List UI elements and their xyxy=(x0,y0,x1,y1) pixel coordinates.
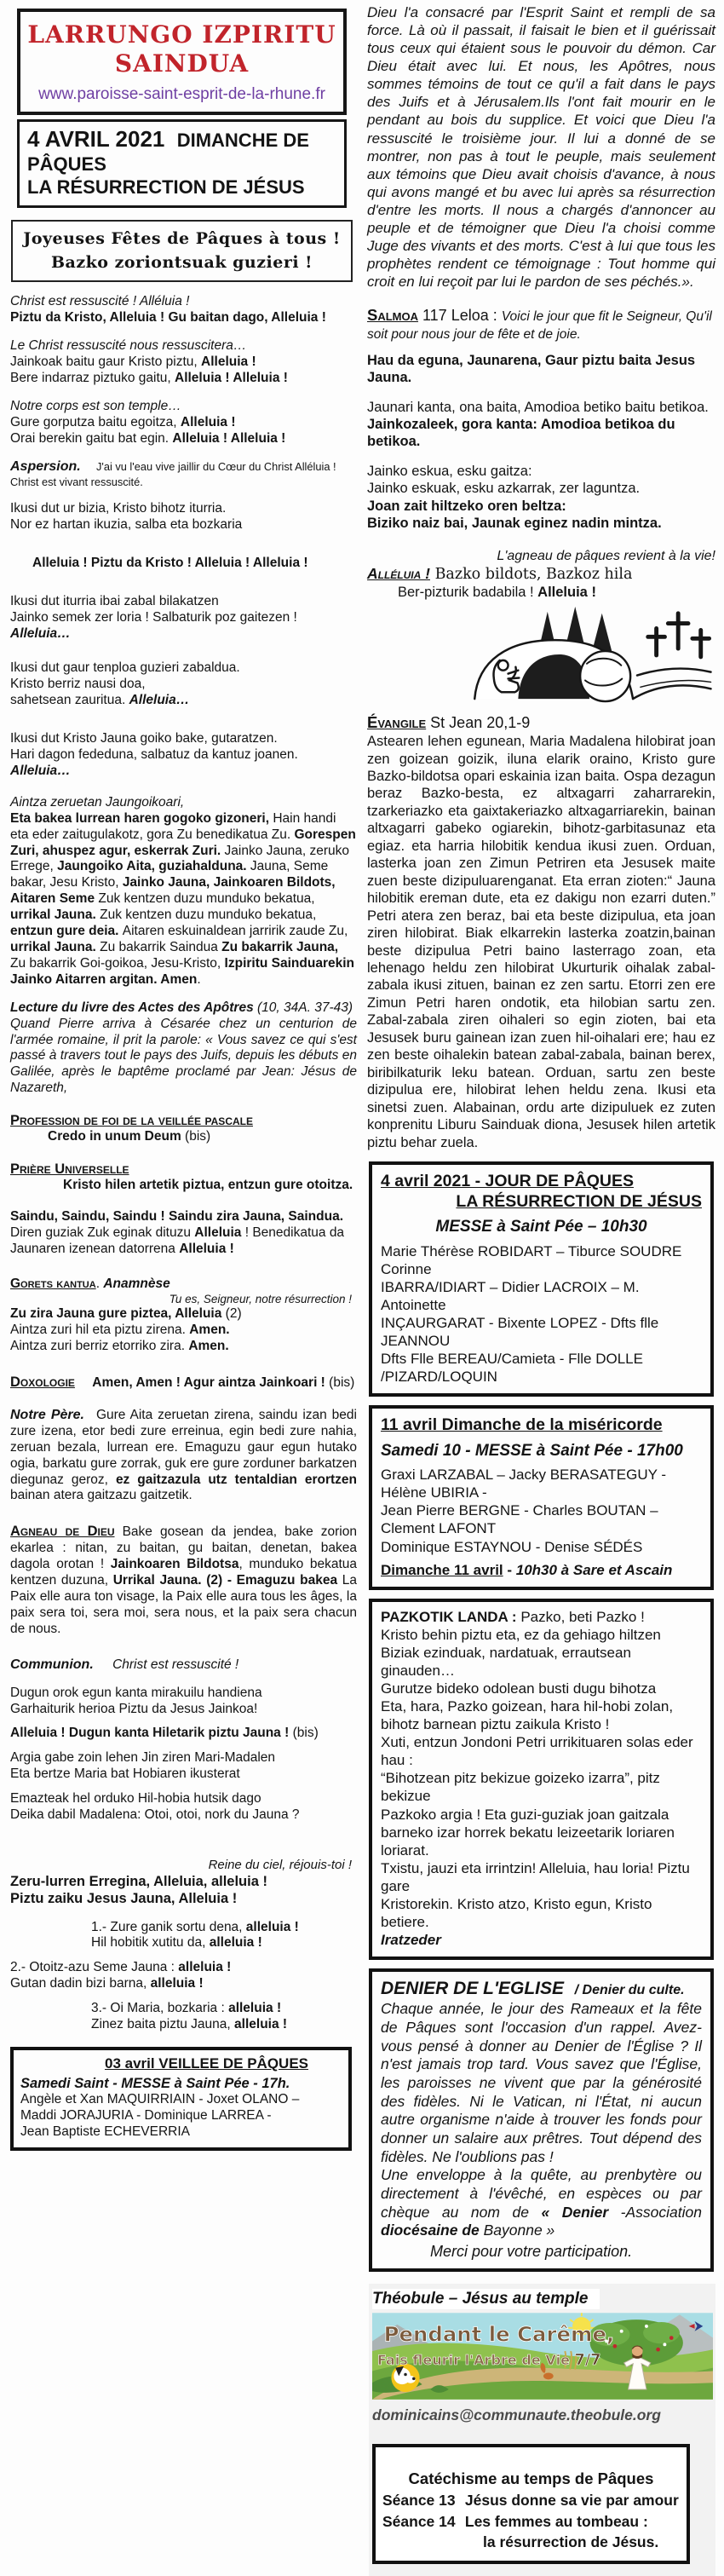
refrain-line: Alleluia ! Piztu da Kristo ! Alleluia ! Alleluia ! xyxy=(32,555,308,570)
stanza-line: Nor ez hartan ikuzia, salba eta bozkaria xyxy=(10,516,243,532)
stanza-line: Ikusi dut Kristo Jauna goiko bake, gutaratzen. xyxy=(10,731,278,746)
catechisme-box xyxy=(372,2444,690,2564)
doxologie-line: Amen, Amen ! Agur aintza Jainkoari ! (bis) xyxy=(92,1375,355,1391)
banner-subtitle-text xyxy=(377,2352,601,2369)
section-anamnese xyxy=(10,1276,357,1355)
stanza-line: Hari dagon fededuna, salbatuz da kantuz joanen. Alleluia… xyxy=(10,747,298,778)
pazkotik-title: PAZKOTIK LANDA : Pazko, beti Pazko ! xyxy=(381,1608,645,1625)
name-line: Dominique ESTAYNOU - Denise SÉDÉS xyxy=(381,1538,643,1555)
communion-verse: Dugun orok egun kanta mirakuilu handiena xyxy=(10,1685,262,1700)
greeting-fr: Joyeuses Fêtes de Pâques à tous ! xyxy=(23,228,341,248)
pazkotik-line: bihotz barnean piztu zaikula Kristo ! xyxy=(381,1716,610,1733)
stanza-line: Kristo berriz nausi doa, xyxy=(10,677,146,692)
banner-subtitle-main: Fais fleurir l'Arbre de Vie xyxy=(376,2351,575,2368)
communion-refrain: Alleluia ! Dugun kanta Hiletarik piztu Jauna ! (bis) xyxy=(10,1726,319,1741)
stanza-ikusi1 xyxy=(10,501,357,533)
stanza-temple xyxy=(10,399,357,447)
stanza-ikusi2 xyxy=(10,594,357,643)
communion-verse: Garhaiturik herioa Piztu da Jesus Jainkoa! xyxy=(10,1701,258,1716)
date-line xyxy=(27,126,336,176)
salmoa-verse: Jaunari kanta, ona baita, Amodioa betiko baitu betikoa. xyxy=(367,399,709,415)
stanza-ikusi3 xyxy=(10,660,357,709)
anamnese-line: Zu zira Jauna gure piztea, Alleluia (2) xyxy=(10,1306,242,1322)
section-profession xyxy=(10,1112,357,1145)
paques-box-title: 4 avril 2021 - JOUR DE PÂQUES xyxy=(381,1171,634,1190)
section-aspersion xyxy=(10,458,357,489)
section-priere xyxy=(10,1161,357,1194)
section-doxologie xyxy=(10,1374,357,1392)
veillee-subtitle: Samedi Saint - MESSE à Saint Pée - 17h. xyxy=(20,2075,290,2091)
stanza-christ xyxy=(10,294,357,326)
pater-label: Notre Père. xyxy=(10,1407,84,1422)
aspersion-label: Aspersion. xyxy=(10,459,81,475)
veillee-names: Jean Baptiste ECHEVERRIA xyxy=(20,2124,191,2139)
stanza-ikusi4 xyxy=(10,731,357,780)
empty-tomb-illustration xyxy=(460,603,715,708)
pazkotik-author: Iratzeder xyxy=(381,1932,441,1949)
date-value: 4 AVRIL 2021 xyxy=(27,126,165,153)
communion-label: Communion. xyxy=(10,1657,94,1672)
denier-box xyxy=(369,1968,714,2272)
anamnese-line: Aintza zuri berriz etorriko zira. Amen. xyxy=(10,1339,229,1354)
evangile-heading xyxy=(367,713,715,733)
catechisme-seance14-cont: la résurrection de Jésus. xyxy=(483,2533,659,2551)
stanza-line: Piztu da Kristo, Alleluia ! Gu baitan dago, Alleluia ! xyxy=(10,310,326,326)
empty-tomb-svg xyxy=(460,603,714,704)
pazkotik-line: Biziak ezinduak, nardatuak, errautsean ginauden… xyxy=(381,1644,631,1679)
misericorde-names xyxy=(381,1466,702,1555)
salmoa-verse: Jainko eskua, esku gaitza: xyxy=(367,463,532,479)
communion-verse: Emazteak hel orduko Hil-hobia hutsik dago xyxy=(10,1791,261,1807)
date-box xyxy=(17,119,347,207)
theobule-title: Théobule – Jésus au temple xyxy=(372,2289,600,2309)
alleluia-note: L'agneau de pâques revient à la vie! xyxy=(497,548,715,563)
theobule-section xyxy=(369,2284,715,2576)
catechisme-title: Catéchisme au temps de Pâques xyxy=(408,2469,654,2488)
profession-title: Profession de foi de la veillée pascale xyxy=(10,1113,253,1129)
communion-verse: Argia gabe zoin lehen Jin ziren Mari-Madalen xyxy=(10,1750,276,1766)
name-line: IBARRA/IDIART – Didier LACROIX – M. Antoinette xyxy=(381,1279,640,1314)
greeting-eu: Bazko zoriontsuak guzieri ! xyxy=(50,253,313,273)
name-line: Marie Thérèse ROBIDART – Tiburce SOUDRE Corinne xyxy=(381,1242,682,1277)
regina-verse: Hil hobitik xutitu da, alleluia ! xyxy=(91,1935,262,1951)
denier-heading xyxy=(381,1978,702,2000)
evangile-body: Astearen lehen egunean, Maria Madalena hilobirat joan zen goizean goizik, iluna elarik oraino, Kristo gure Bazko-bildotsa opari eskainia izan baita. Ospa dezagun beraz Bazko-besta, ez altxagarri zaharrarekin, tzarkeriazko eta gaixtakeriazko altxagarriarekin, bainan altxagarri gabeko ogiarekin, bihotz-garbitasunaz eta egiaz. eta harria hilobitik kendua ikusi zuen. Orduan, lasterka joan zen Zimun Petriren eta Jesusek maite zuen beste dizipuluarenganat. Eta erran zioten:“ Jauna hilobitik ereman dute, eta ez dakigu non ezarri duten.” Petri atera zen beraz, bai eta beste dizipulua, eta joan ziren hilobirat. Biak elkarrekin lasterka zoatzin,bainan beste dizipulua Petri baino lasterrago zoan, eta lehenago heldu zen hilobirat Ukurturik oihalak zabal-zabala ikusi zituen, bainan ez zen sartu. Etorri zen ere Zimun Petri haren ondotik, eta hilobian sartu zen. Zabal-zabala ziren oihaleri so egin zioten, bai eta Jesusek buru gainean izan zuen hil-oihalari ere; hau ez zen beste oihalekin batean zabal-zabala, bainan berex, biribilkaturik leku batean. Orduan, sartu zen beste dizipulua ere, hilobirat lehen heldu zena. Ikusi eta sinetsi zuen. Alabainan, ordu arte dizipuluek ez zuten konprenitu Liburu Sainduak diona, Jesusek hilen artetik piztu behar zuela. xyxy=(367,734,715,1150)
salmoa-verse: Joan zait hiltzeko oren beltza: xyxy=(367,498,566,514)
veillee-names: Angèle et Xan MAQUIRRIAIN - Joxet OLANO – xyxy=(20,2091,300,2106)
lecture-title: Lecture du livre des Actes des Apôtres (10, 34A. 37-43) xyxy=(10,1000,353,1015)
misericorde-box xyxy=(369,1405,714,1589)
priere-title: Prière Universelle xyxy=(10,1161,129,1178)
section-agnus xyxy=(10,1523,357,1637)
section-pater xyxy=(10,1407,357,1504)
aspersion-line xyxy=(10,458,357,475)
name-line: INÇAURGARAT - Bixente LOPEZ - Dfts flle JEANNOU xyxy=(381,1315,659,1350)
pazkotik-line: barneko izar horrek bekatu leizeetarik loriaren loriarat. xyxy=(381,1824,675,1859)
regina-refrain: Zeru-lurren Erregina, Alleluia, alleluia ! xyxy=(10,1874,267,1890)
denier-title: DENIER DE L'EGLISE xyxy=(381,1979,565,1999)
stanza-line: Ikusi dut gaur tenploa guzieri zabaldua. xyxy=(10,660,240,676)
communion-heading xyxy=(10,1657,357,1674)
seance13-text: Jésus donne sa vie par amour xyxy=(464,2492,679,2510)
veillee-paques-box xyxy=(10,2047,352,2151)
communion-verse: Eta bertze Maria bat Hobiaren ikusterat xyxy=(10,1766,240,1782)
date-feast: DIMANCHE DE PÂQUES xyxy=(27,130,309,176)
evangile-ref: St Jean 20,1-9 xyxy=(426,714,531,732)
stanza-line: Bere indarraz piztuko gaitu, Alleluia ! Alleluia ! xyxy=(10,370,288,385)
regina-verse: Zinez baita piztu Jauna, alleluia ! xyxy=(91,2017,288,2032)
banner-badge-7-7: 7/7 xyxy=(574,2351,601,2369)
communion-verse: Deika dabil Madalena: Otoi, otoi, nork du Jauna ? xyxy=(10,1807,300,1823)
salmoa-verse: Jainko eskuak, esku azkarrak, zer laguntza. xyxy=(367,481,641,497)
regina-refrain: Piztu zaiku Jesus Jauna, Alleluia ! xyxy=(10,1891,238,1907)
catechisme-seance13 xyxy=(382,2492,680,2510)
stanza-line: Ikusi dut iturria ibai zabal bilakatzen xyxy=(10,593,219,608)
section-evangile xyxy=(367,713,715,1151)
seance14-label: Séance 14 xyxy=(382,2512,456,2530)
stanza-line: Le Christ ressuscité nous ressuscitera… xyxy=(10,338,247,354)
pazkotik-line: Txistu, jauzi eta irrintzin! Alleluia, hau loria! Piztu gare xyxy=(381,1859,690,1894)
stanza-line: Jainkoak baitu gaur Kristo piztu, Alleluia ! xyxy=(10,354,256,369)
banner-title-text: Pendant le Carême, xyxy=(383,2321,615,2347)
paques-messe-box xyxy=(369,1161,714,1397)
salmoa-ref: 117 Leloa : xyxy=(418,307,502,325)
section-communion xyxy=(10,1657,357,1824)
theobule-email: dominicains@communaute.theobule.org xyxy=(372,2406,661,2424)
section-salmoa xyxy=(367,306,715,532)
anamnese-title: Gorets kantua. Anamnèse xyxy=(10,1276,170,1291)
paques-box-names xyxy=(381,1242,702,1386)
misericorde-footer: Dimanche 11 avril - 10h30 à Sare et Ascain xyxy=(381,1561,673,1578)
stanza-line: Gure gorputza baitu egoitza, Alleluia ! xyxy=(10,414,236,429)
pazkotik-line: Xuti, entzun Jondoni Petri urrikituaren solas eder hau : xyxy=(381,1734,693,1769)
theobule-banner-svg xyxy=(372,2313,713,2400)
gloria-intro: Aintza zeruetan Jaungoikoari, xyxy=(10,794,185,810)
anamnese-line: Aintza zuri hil eta piztu zirena. Amen. xyxy=(10,1323,230,1338)
stanza-line: Jainko semek zer loria ! Salbaturik poz gaitezen ! Alleluia… xyxy=(10,609,297,641)
salmoa-verse: Jainkozaleek, gora kanta: Amodioa betikoa du betikoa. xyxy=(367,417,675,450)
denier-merci: Merci pour votre participation. xyxy=(430,2243,633,2261)
alleluia-line: Ber-pizturik badabila ! Alleluia ! xyxy=(398,585,596,601)
pazkotik-line: Kristorekin. Kristo atzo, Kristo egun, Kristo betiere. xyxy=(381,1895,652,1930)
stanza-line: Ikusi dut ur bizia, Kristo bihotz iturria. xyxy=(10,500,227,516)
section-sanctus: Saindu, Saindu, Saindu ! Saindu zira Jauna, Saindua. Diren guziak Zuk eginak dituzu Alleluia ! Benedikatua da Jaunaren izenean datorrena Alleluia ! xyxy=(10,1209,345,1257)
anamnese-note: Tu es, Seigneur, notre résurrection ! xyxy=(169,1292,352,1305)
section-alleluia xyxy=(367,548,715,602)
denier-title2: / Denier du culte. xyxy=(574,1983,685,1998)
aspersion-text2: Christ est vivant ressuscité. xyxy=(10,475,143,489)
pazkotik-line: “Bihotzean pitz bekizue goizeko izarra”, pitz bekizue xyxy=(381,1770,660,1805)
right-column xyxy=(362,0,724,2576)
name-line: Jean Pierre BERGNE - Charles BOUTAN – Clement LAFONT xyxy=(381,1502,658,1537)
salmoa-heading xyxy=(367,306,715,343)
theobule-banner-illustration xyxy=(372,2313,710,2404)
seance13-label: Séance 13 xyxy=(382,2492,456,2510)
pater-body: Gure Aita zeruetan zirena, saindu izan bedi zure izena, etor bedi zure erreinua, egin bedi zure nahia, zeruan bezala, lurrean ere. Emaguzu gaur egun hutako ogia, barkatu gure zorrak, guk ere gure zorduner barkatzen diegunaz geroz, ez gaitzazula utz tentaldian erortzen bainan atera gaitzazu gaitzetik. xyxy=(10,1407,357,1503)
lecture-body: Quand Pierre arriva à Césarée chez un centurion de l'armée romaine, il prit la parole: « Vous savez ce qui s'est passé à travers tout le pays des Juifs, depuis les débuts en Galilée, après le baptême proclamé par Jean: Jésus de Nazareth, xyxy=(10,1016,357,1096)
name-line: Dfts Flle BEREAU/Camieta - Flle DOLLE /PIZARD/LOQUIN xyxy=(381,1351,643,1386)
alleluia-line: Alléluia ! Bazko bildots, Bazkoz hila xyxy=(367,564,633,583)
pazkotik-line: Pazkoko argia ! Eta guzi-guziak joan gaitzala xyxy=(381,1806,669,1823)
regina-verse: 3.- Oi Maria, bozkaria : alleluia ! xyxy=(91,2001,282,2016)
gloria-body: Eta bakea lurrean haren gogoko gizoneri, Hain handi eta eder zaitugulakotz, gora Zu benedikatua Zu. Gorespen Zuri, ahuspez agur, eskerrak Zuri. Jainko Jauna, zeruko Errege, Jaungoiko Aita, guziahalduna. Jauna, Seme bakar, Jesu Kristo, Jainko Jauna, Jainkoaren Bildots, Aitaren Seme Zuk kentzen duzu munduko bekatua, urrikal Jauna. Zuk kentzen duzu munduko bekatua, entzun gure deia. Aitaren eskuinaldean jarririk zaude Zu, urrikal Jauna. Zu bakarrik Saindua Zu bakarrik Jauna, Zu bakarrik Goi-goikoa, Jesu-Kristo, Izpiritu Sainduarekin Jainko Aitarren argitan. Amen. xyxy=(10,810,356,987)
regina-verse: Gutan dadin bizi barna, alleluia ! xyxy=(10,1976,204,1991)
misericorde-messe: Samedi 10 - MESSE à Saint Pée - 17h00 xyxy=(381,1441,683,1460)
priere-line: Kristo hilen artetik piztua, entzun gure otoitza. xyxy=(63,1178,353,1193)
denier-paragraph2: Une enveloppe à la quête, au prenbytère ou directement à l'évêché, en espèces ou par chèque au nom de « Denier -Association diocésaine de Bayonne » xyxy=(381,2166,703,2239)
catechisme-seance14 xyxy=(382,2513,680,2532)
pazkotik-box xyxy=(369,1599,714,1960)
doxologie-title: Doxologie xyxy=(10,1374,75,1391)
salmoa-note: Voici le jour que fit le Seigneur, Qu'il soit pour nous jour de fête et de joie. xyxy=(367,309,712,343)
veillee-names: Maddi JORAJURIA - Dominique LARREA - xyxy=(20,2107,272,2123)
name-line: Graxi LARZABAL – Jacky BERASATEGUY -Hélène UBIRIA - xyxy=(381,1467,667,1501)
stanza-line: Orai berekin gaitu bat egin. Alleluia ! Alleluia ! xyxy=(10,430,286,446)
profession-line: Credo in unum Deum (bis) xyxy=(48,1129,211,1144)
stanza-line: Christ est ressuscité ! Alléluia ! xyxy=(10,294,190,309)
salmoa-verse: Biziko naiz bai, Jaunak eginez nadin mintza. xyxy=(367,516,662,532)
paques-box-subtitle: LA RÉSURRECTION DE JÉSUS xyxy=(456,1192,702,1212)
salmoa-refrain: Hau da eguna, Jaunarena, Gaur piztu baita Jesus Jauna. xyxy=(367,352,696,386)
misericorde-title: 11 avril Dimanche de la miséricorde xyxy=(381,1415,663,1435)
stanza-line: Notre corps est son temple… xyxy=(10,398,181,413)
denier-paragraph: Chaque année, le jour des Rameaux et la fête de Pâques sont l'occasion d'un rappel. Avez-vous pensé à donner au Denier de l'Église ? Il n'est jamais trop tard. Vous savez que l'Église, les paroisses ne vivent que par la générosité des fidèles. Ni le Vatican, ni l'État, ni aucun autre organisme n'aide à trouver les fonds pour donner un salaire aux prêtres. Tout dépend des fidèles. Ne l'oublions pas ! xyxy=(381,2000,702,2165)
stanza-line: sahetsean zauritua. Alleluia… xyxy=(10,693,190,708)
date-subtitle: LA RÉSURRECTION DE JÉSUS xyxy=(27,176,305,199)
veillee-title: 03 avril VEILLEE DE PÂQUES xyxy=(104,2054,309,2072)
parish-title: LARRUNGO IZPIRITU SAINDUA xyxy=(27,20,336,78)
evangile-title: Évangile xyxy=(367,713,427,732)
section-regina xyxy=(10,1858,357,2033)
pazkotik-line: Kristo behin piztu eta, ez da gehiago hiltzen xyxy=(381,1626,661,1643)
parish-url: www.paroisse-saint-esprit-de-la-rhune.fr xyxy=(38,85,325,104)
aspersion-text: J'ai vu l'eau vive jaillir du Cœur du Christ Alléluia ! xyxy=(96,460,336,474)
agnus-title: Agneau de Dieu xyxy=(10,1524,115,1540)
communion-note: Christ est ressuscité ! xyxy=(112,1657,239,1672)
section-lecture xyxy=(10,1000,357,1097)
actes-reading: Dieu l'a consacré par l'Esprit Saint et rempli de sa force. Là où il passait, il faisait le bien et il guérissait tous ceux qui étaient sous le pouvoir du démon. Car Dieu était avec lui. Et nous, les Apôtres, nous sommes témoins de tout ce qu'il a fait dans le pays des Juifs et à Jérusalem.Ils l'ont fait mourir en le pendant au bois du supplice. Et voici que Dieu l'a ressuscité le troisième jour. Il lui a donné de se montrer, non pas à tout le peuple, mais seulement aux témoins que Dieu avait choisis d'avance, à nous qui avons mangé et bu avec lui après sa résurrection d'entre les morts. Il nous a chargés d'annoncer au peuple et de témoigner que Dieu l'a choisi comme Juge des vivants et des morts. C'est à lui que tous les prophètes rendent ce témoignage : Tout homme qui croit en lui reçoit par lui le pardon de ses péchés.». xyxy=(367,4,715,291)
seance14-text: Les femmes au tombeau : xyxy=(464,2512,648,2530)
pazkotik-line: Gurutze bideko odolean busti dugu bihotza xyxy=(381,1680,657,1697)
greeting-box xyxy=(11,220,353,282)
regina-note: Reine du ciel, réjouis-toi ! xyxy=(208,1857,352,1872)
salmoa-title: Salmoa xyxy=(367,306,418,325)
stanza-ressuscitera xyxy=(10,338,357,387)
pazkotik-line: Eta, hara, Pazko goizean, hara hil-hobi zolan, xyxy=(381,1698,674,1715)
regina-verse: 2.- Otoitz-azu Seme Jauna : alleluia ! xyxy=(10,1960,232,1975)
section-gloria xyxy=(10,795,357,988)
agnus-body: Bake gosean da jendea, bake zorion ekarlea : nitan, zu baitan, gu baitan, denetan, bakea dagola orotan ! Jainkoaren Bildotsa, munduko bekatua kentzen duzuna, Urrikal Jauna. (2) - Emaguzu bakea La Paix elle aura ton visage, la Paix elle aura tous les âges, la paix sera toi, sera moi, sera nous, et la paix sera chacun de nous. xyxy=(10,1524,358,1636)
masthead-box xyxy=(17,9,347,115)
paques-box-messe: MESSE à Saint Pée – 10h30 xyxy=(435,1218,647,1236)
regina-verse: 1.- Zure ganik sortu dena, alleluia ! xyxy=(91,1919,299,1934)
